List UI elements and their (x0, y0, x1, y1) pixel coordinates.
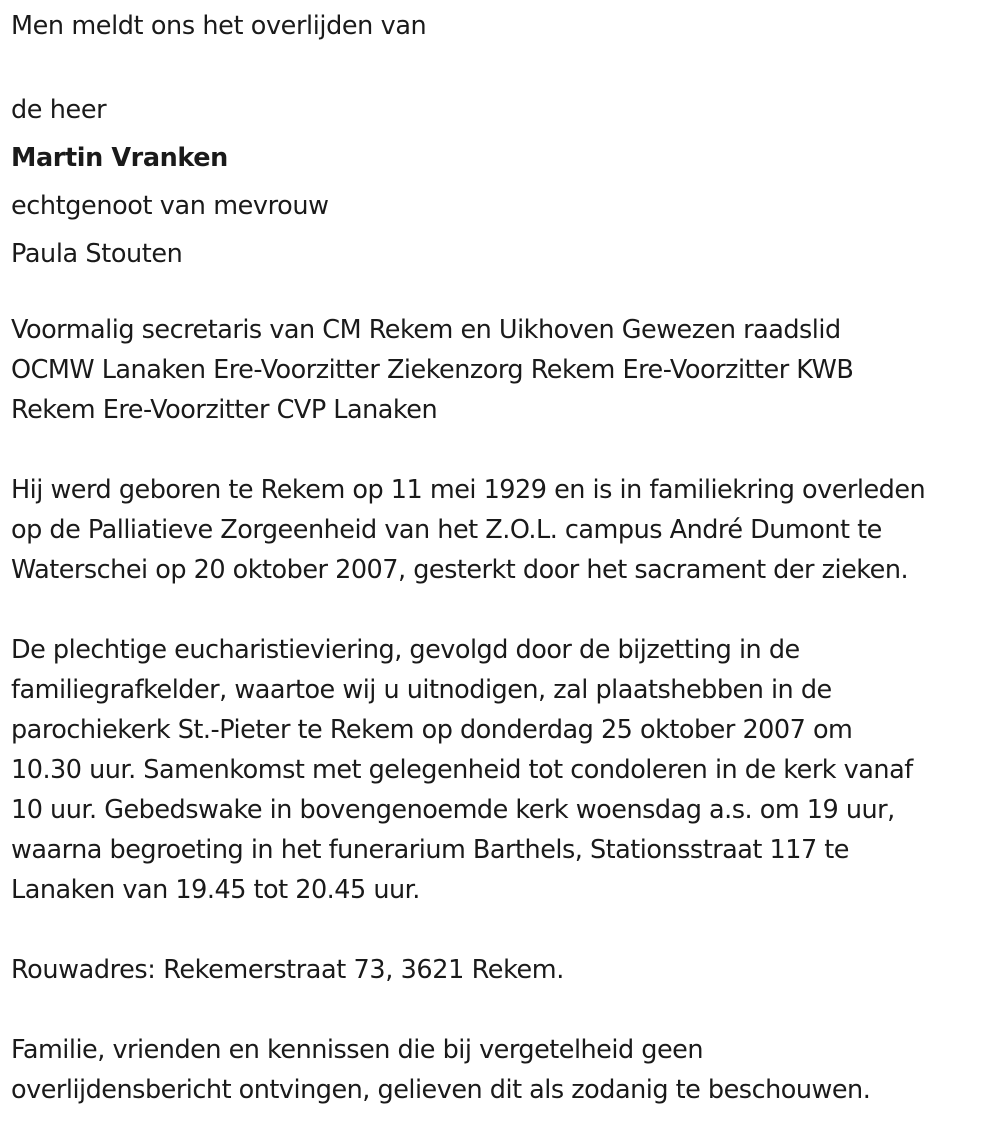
text-line: overlijdensbericht ontvingen, gelieven dit als zodanig te beschouwen. (11, 1075, 871, 1105)
death-notice (11, 6, 996, 1110)
text-line: Rekem Ere-Voorzitter CVP Lanaken (11, 395, 438, 425)
text-line: Lanaken van 19.45 tot 20.45 uur. (11, 875, 420, 905)
text-line: parochiekerk St.-Pieter te Rekem op donderdag 25 oktober 2007 om (11, 715, 853, 745)
text-line: familiegrafkelder, waartoe wij u uitnodigen, zal plaatshebben in de (11, 675, 832, 705)
text-line: Voormalig secretaris van CM Rekem en Uikhoven Gewezen raadslid (11, 315, 841, 345)
text-line: Waterschei op 20 oktober 2007, gesterkt door het sacrament der zieken. (11, 555, 909, 585)
opening-line: Men meldt ons het overlijden van (11, 11, 427, 41)
text-line: De plechtige eucharistieviering, gevolgd door de bijzetting in de (11, 635, 800, 665)
text-line: waarna begroeting in het funerarium Barthels, Stationsstraat 117 te (11, 835, 849, 865)
functions-paragraph (11, 310, 996, 430)
mourning-address: Rouwadres: Rekemerstraat 73, 3621 Rekem. (11, 955, 564, 985)
text-line: 10.30 uur. Samenkomst met gelegenheid tot condoleren in de kerk vanaf (11, 755, 913, 785)
funeral-paragraph (11, 630, 996, 910)
text-line: Familie, vrienden en kennissen die bij vergetelheid geen (11, 1035, 703, 1065)
family-note-paragraph (11, 1030, 996, 1110)
birth-death-paragraph (11, 470, 996, 590)
text-line: Hij werd geboren te Rekem op 11 mei 1929 en is in familiekring overleden (11, 475, 926, 505)
text-line: 10 uur. Gebedswake in bovengenoemde kerk woensdag a.s. om 19 uur, (11, 795, 895, 825)
deceased-name: Martin Vranken (11, 143, 228, 173)
text-line: op de Palliatieve Zorgeenheid van het Z.O.L. campus André Dumont te (11, 515, 882, 545)
spouse-name: Paula Stouten (11, 239, 183, 269)
text-line: OCMW Lanaken Ere-Voorzitter Ziekenzorg Rekem Ere-Voorzitter KWB (11, 355, 854, 385)
honorific: de heer (11, 95, 107, 125)
spouse-label: echtgenoot van mevrouw (11, 191, 329, 221)
spacer (11, 46, 996, 86)
